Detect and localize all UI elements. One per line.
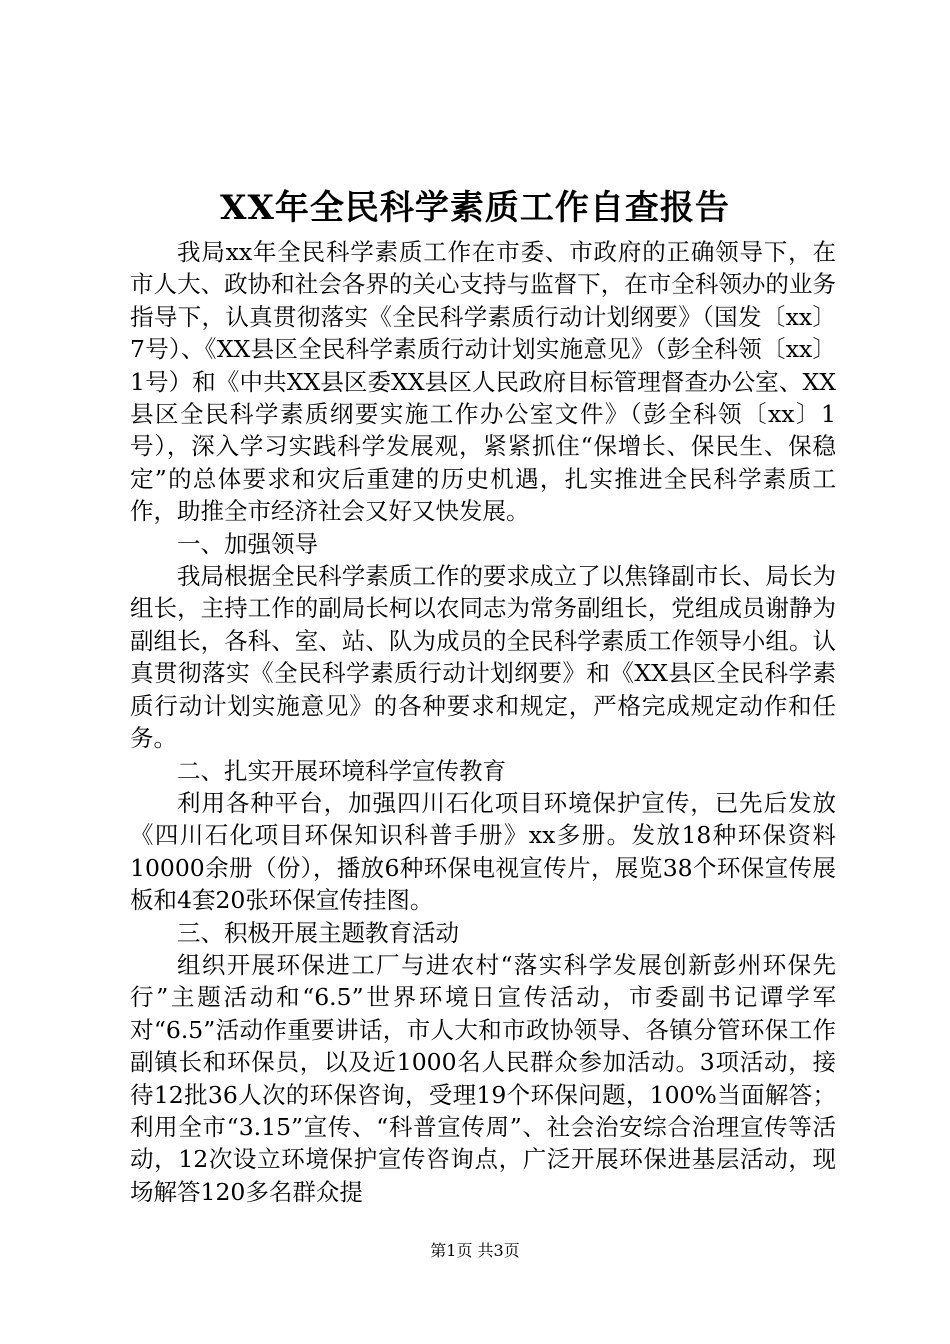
section-heading-3: 三、积极开展主题教育活动 — [177, 918, 459, 947]
section-paragraph-2: 利用各种平台，加强四川石化项目环境保护宣传，已先后发放《四川石化项目环保知识科普手册》xx多册。发放18种环保资料10000余册（份），播放6种环保电视宣传片，展览38个环保宣传展板和4套20张环保宣传挂图。 — [130, 788, 836, 915]
intro-paragraph: 我局xx年全民科学素质工作在市委、市政府的正确领导下，在市人大、政协和社会各界的关心支持与监督下，在市全科领办的业务指导下，认真贯彻落实《全民科学素质行动计划纲要》（国发〔xx〕7号）、《XX县区全民科学素质行动计划实施意见》（彭全科领〔xx〕1号）和《中共XX县区委XX县区人民政府目标管理督查办公室、XX县区全民科学素质纲要实施工作办公室文件》（彭全科领〔xx〕1号），深入学习实践科学发展观，紧紧抓住“保增长、保民生、保稳定”的总体要求和灾后重建的历史机遇，扎实推进全民科学素质工作，助推全市经济社会又好又快发展。 — [130, 238, 836, 526]
section-paragraph-1: 我局根据全民科学素质工作的要求成立了以焦锋副市长、局长为组长，主持工作的副局长柯以农同志为常务副组长，党组成员谢静为副组长，各科、室、站、队为成员的全民科学素质工作领导小组。认真贯彻落实《全民科学素质行动计划纲要》和《XX县区全民科学素质行动计划实施意见》的各种要求和规定，严格完成规定动作和任务。 — [130, 562, 836, 753]
section-heading-2: 二、扎实开展环境科学宣传教育 — [177, 756, 506, 785]
document-body — [130, 236, 836, 1208]
section-heading-1: 一、加强领导 — [177, 529, 318, 558]
section-paragraph-3: 组织开展环保进工厂与进农村“落实科学发展创新彭州环保先行”主题活动和“6.5”世界环境日宣传活动，市委副书记谭学军对“6.5”活动作重要讲话，市人大和市政协领导、各镇分管环保工作副镇长和环保员，以及近1000名人民群众参加活动。3项活动，接待12批36人次的环保咨询，受理19个环保问题，100%当面解答；利用全市“3.15”宣传、“科普宣传周”、社会治安综合治理宣传等活动，12次设立环境保护宣传咨询点，广泛开展环保进基层活动，现场解答120多名群众提 — [130, 950, 836, 1206]
document-title: XX年全民科学素质工作自查报告 — [220, 188, 730, 228]
page-footer: 第1页 共3页 — [430, 1241, 520, 1260]
